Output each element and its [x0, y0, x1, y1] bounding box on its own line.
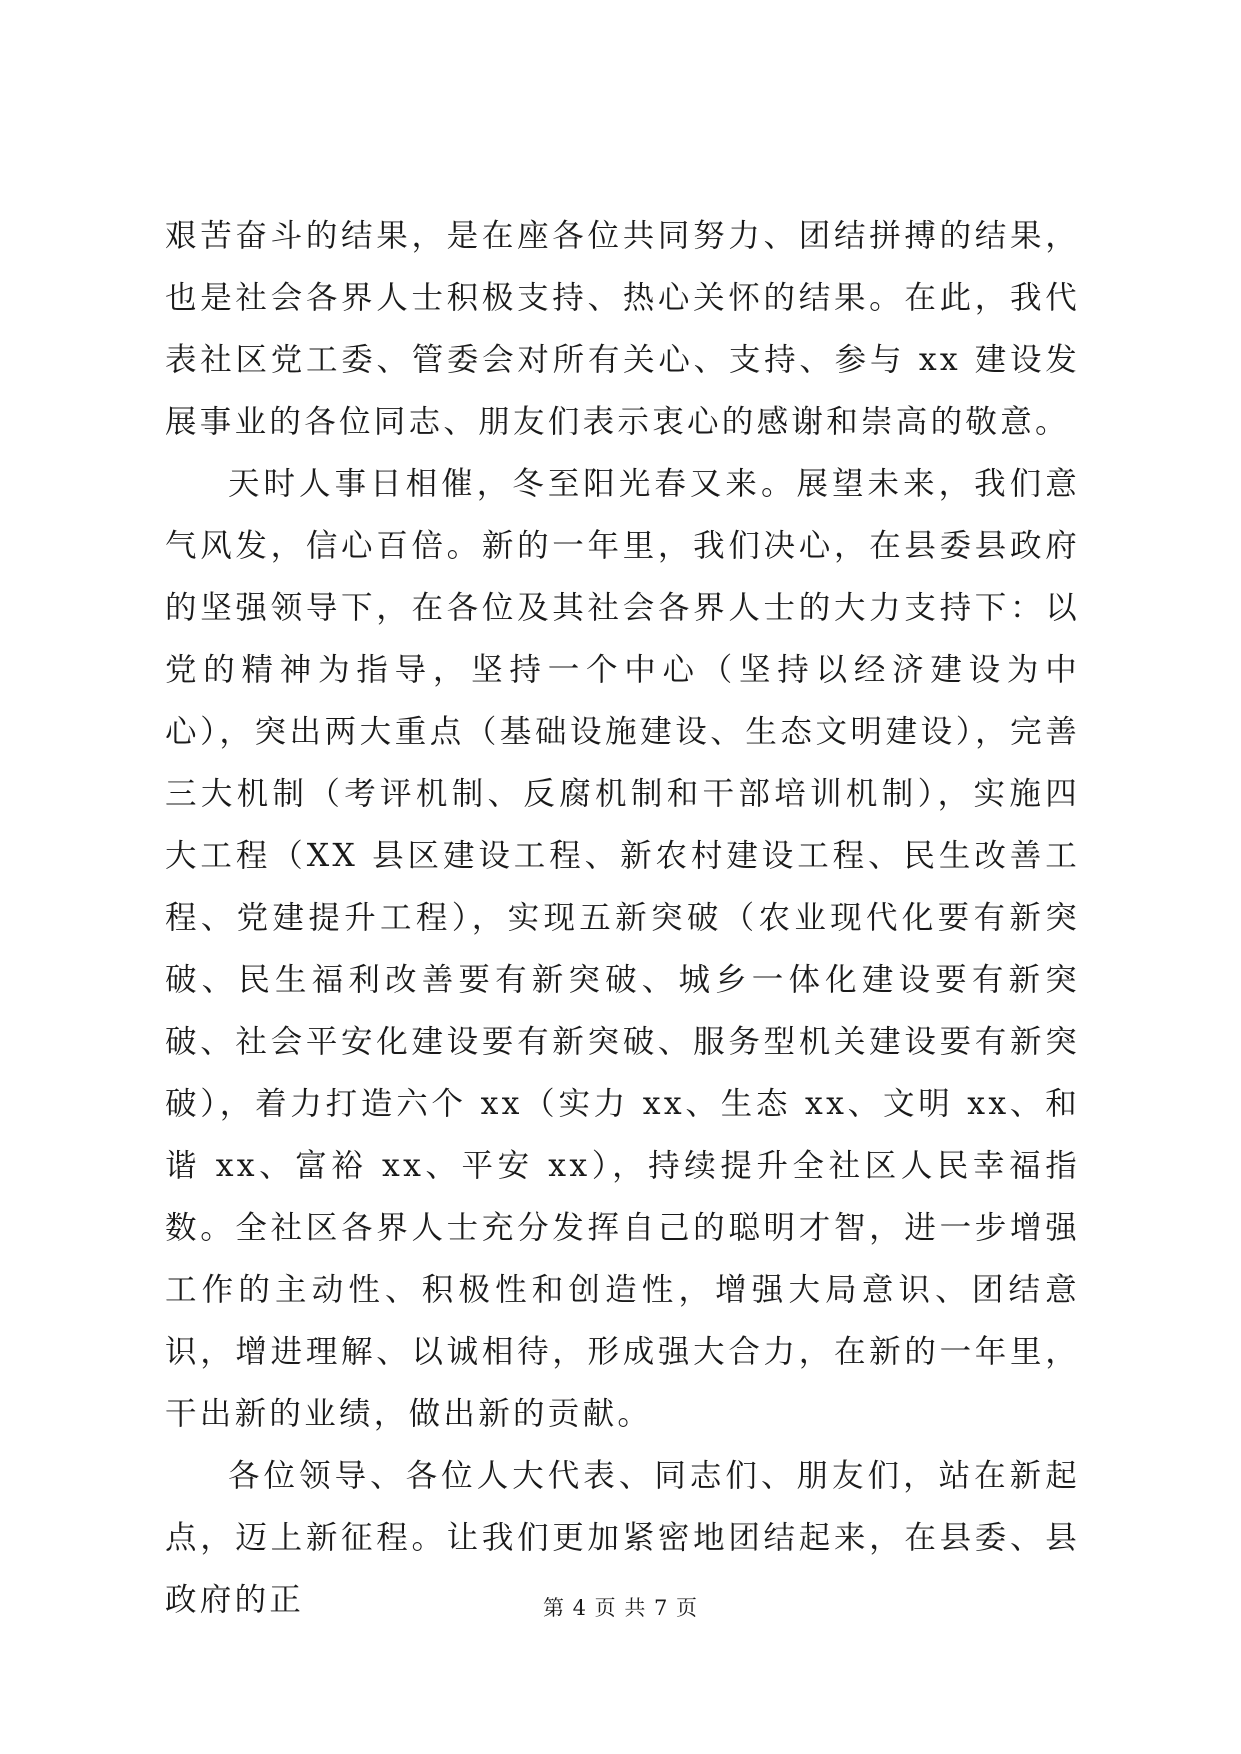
paragraph-closing: 各位领导、各位人大代表、同志们、朋友们，站在新起点，迈上新征程。让我们更加紧密地团结起来，在县委、县政府的正	[165, 1458, 1080, 1618]
document-body	[165, 205, 1080, 1631]
paragraph-continuation: 艰苦奋斗的结果，是在座各位共同努力、团结拼搏的结果，也是社会各界人士积极支持、热心关怀的结果。在此，我代表社区党工委、管委会对所有关心、支持、参与 xx 建设发展事业的各位同志、朋友们表示衷心的感谢和崇高的敬意。	[165, 218, 1080, 440]
paragraph-outlook: 天时人事日相催，冬至阳光春又来。展望未来，我们意气风发，信心百倍。新的一年里，我们决心，在县委县政府的坚强领导下，在各位及其社会各界人士的大力支持下：以党的精神为指导，坚持一个中心（坚持以经济建设为中心），突出两大重点（基础设施建设、生态文明建设），完善三大机制（考评机制、反腐机制和干部培训机制），实施四大工程（XX 县区建设工程、新农村建设工程、民生改善工程、党建提升工程），实现五新突破（农业现代化要有新突破、民生福利改善要有新突破、城乡一体化建设要有新突破、社会平安化建设要有新突破、服务型机关建设要有新突破），着力打造六个 xx（实力 xx、生态 xx、文明 xx、和谐 xx、富裕 xx、平安 xx），持续提升全社区人民幸福指数。全社区各界人士充分发挥自己的聪明才智，进一步增强工作的主动性、积极性和创造性，增强大局意识、团结意识，增进理解、以诚相待，形成强大合力，在新的一年里，干出新的业绩，做出新的贡献。	[165, 466, 1080, 1432]
page-number-footer: 第 4 页 共 7 页	[542, 1596, 699, 1620]
